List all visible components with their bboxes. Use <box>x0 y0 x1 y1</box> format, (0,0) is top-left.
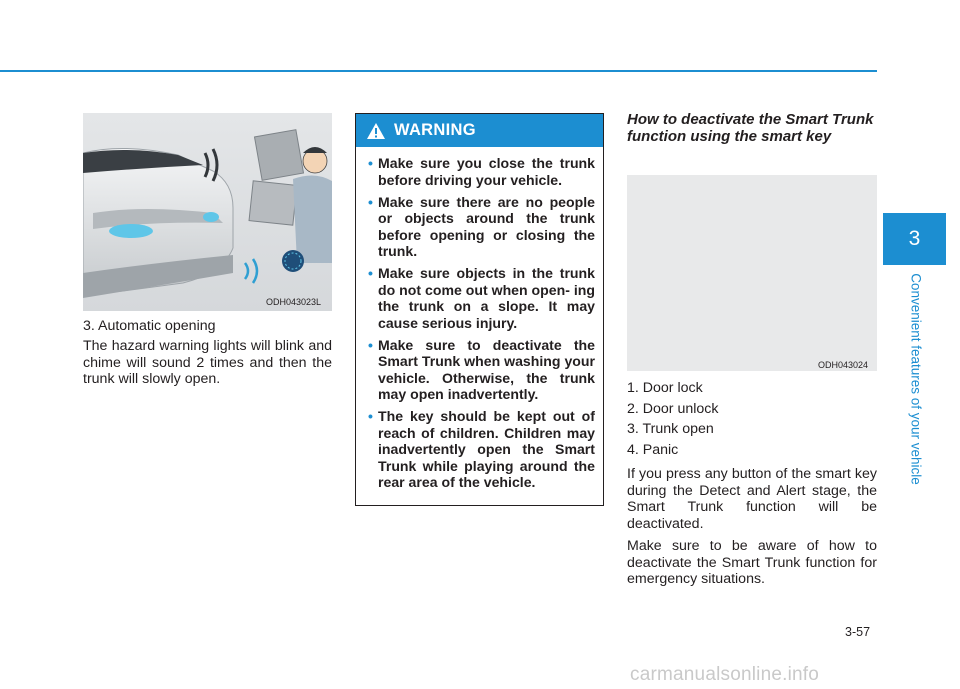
warning-item: • The key should be kept out of reach of children. Children may inadvertently open the Smart Trunk while playing around the rear area of the vehicle. <box>368 408 595 490</box>
warning-item: • Make sure objects in the trunk do not come out when open- ing the trunk on a slope. It may cause serious injury. <box>368 265 595 331</box>
bullet-icon: • <box>368 408 373 424</box>
automatic-opening-body: The hazard warning lights will blink and chime will sound 2 times and then the trunk will slowly open. <box>83 338 332 387</box>
automatic-opening-caption: 3. Automatic opening <box>83 318 216 334</box>
watermark: carmanualsonline.info <box>630 664 820 685</box>
header-rule <box>0 70 877 72</box>
chapter-title-tab <box>905 265 927 493</box>
emergency-paragraph: Make sure to be aware of how to deactivate the Smart Trunk function for emergency situations. <box>627 538 877 587</box>
warning-list <box>356 147 603 491</box>
step-item: 2. Door unlock <box>627 400 719 417</box>
deactivate-paragraph: If you press any button of the smart key during the Detect and Alert stage, the Smart Trunk function will be deactivated. <box>627 466 877 532</box>
step-item: 4. Panic <box>627 441 679 458</box>
warning-box <box>355 113 604 506</box>
warning-title: WARNING <box>394 121 476 139</box>
page-number: 3-57 <box>845 625 871 639</box>
chapter-number-tab: 3 <box>883 213 946 265</box>
warning-item: • Make sure you close the trunk before driving your vehicle. <box>368 155 595 188</box>
step-item: 1. Door lock <box>627 380 703 396</box>
automatic-opening-illustration <box>83 113 332 311</box>
bullet-icon: • <box>368 336 373 353</box>
warning-header <box>356 114 603 147</box>
figure-code-left: ODH043023L <box>266 297 322 307</box>
warning-item: • Make sure to deactivate the Smart Trunk when washing your vehicle. Otherwise, the trunk may open inadvertently. <box>368 336 595 402</box>
bullet-icon: • <box>368 155 373 171</box>
chapter-title: Convenient features of your vehicle <box>908 273 924 485</box>
warning-item: • Make sure there are no people or objects around the trunk before opening or closing the trunk. <box>368 193 595 259</box>
bullet-icon: • <box>368 265 373 281</box>
warning-triangle-icon <box>366 122 386 140</box>
key-button-list <box>627 378 877 460</box>
bullet-icon: • <box>368 193 373 210</box>
section-heading: How to deactivate the Smart Trunk function using the smart key <box>627 111 874 145</box>
step-item: 3. Trunk open <box>627 421 714 437</box>
smart-key-figure <box>627 175 877 371</box>
figure-code-right: ODH043024 <box>818 360 869 370</box>
